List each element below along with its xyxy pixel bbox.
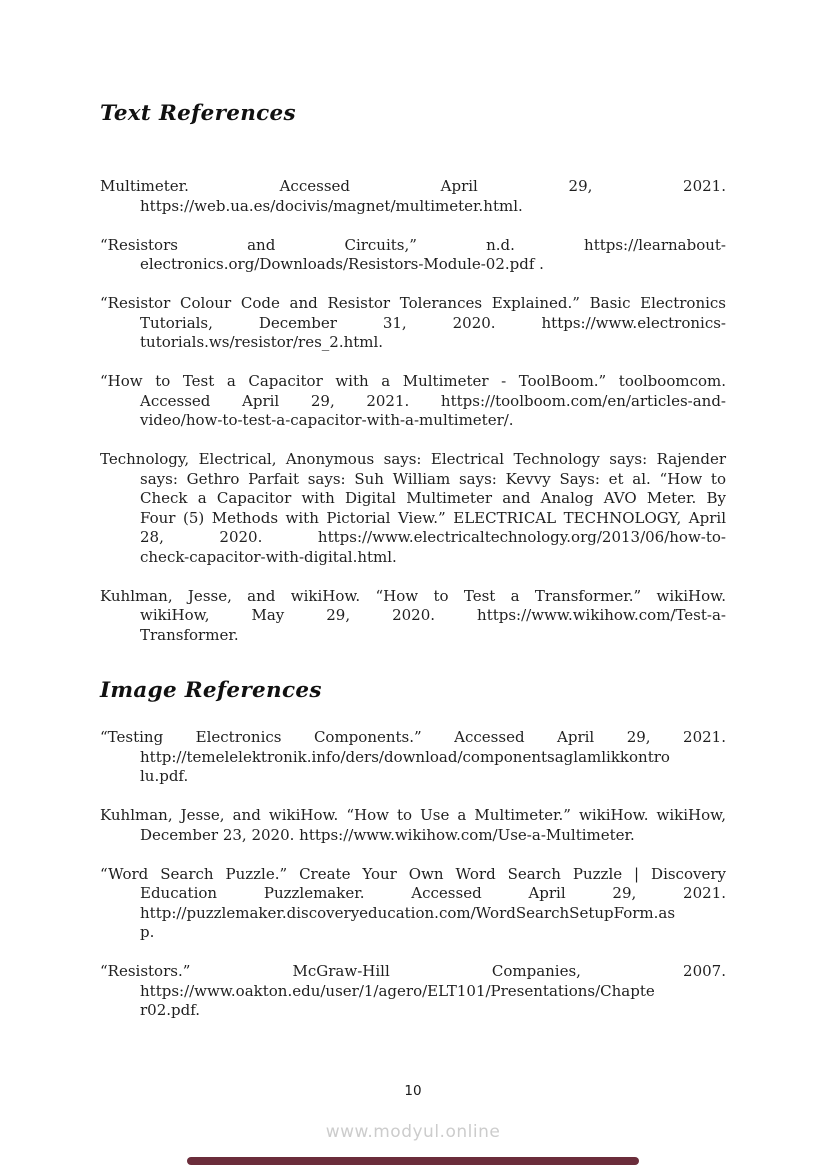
reference-line: says: Gethro Parfait says: Suh William says: Kevvy Says: et al. “How to: [140, 469, 726, 488]
reference-line: video/how-to-test-a-capacitor-with-a-multimeter/.: [140, 411, 514, 429]
reference-entry: [100, 806, 726, 845]
watermark: www.modyul.online: [325, 1122, 501, 1142]
reference-line: “Resistor Colour Code and Resistor Tolerances Explained.” Basic Electronics: [100, 294, 726, 312]
reference-entry: [100, 294, 726, 353]
reference-line: tutorials.ws/resistor/res_2.html.: [140, 333, 384, 351]
image-references-heading: Image References: [100, 678, 322, 703]
reference-line: Kuhlman, Jesse, and wikiHow. “How to Test a Transformer.” wikiHow.: [100, 586, 726, 605]
reference-entry: [100, 177, 726, 216]
reference-line: Kuhlman, Jesse, and wikiHow. “How to Use a Multimeter.” wikiHow. wikiHow,: [100, 806, 726, 824]
text-references-heading: Text References: [100, 101, 296, 126]
image-reference-list: [100, 728, 726, 1021]
reference-line: wikiHow, May 29, 2020. https://www.wikihow.com/Test-a-: [140, 606, 726, 624]
reference-entry: [100, 962, 726, 1021]
reference-entry: [100, 587, 726, 646]
reference-line: Education Puzzlemaker. Accessed April 29, 2021.: [140, 884, 726, 902]
reference-entry: [100, 865, 726, 943]
reference-line: Technology, Electrical, Anonymous says: Electrical Technology says: Rajender: [100, 450, 726, 468]
reference-entry: [100, 450, 726, 567]
reference-line: Tutorials, December 31, 2020. https://www.electronics-: [140, 313, 726, 332]
reference-line: lu.pdf.: [140, 767, 189, 785]
reference-line: http://temelelektronik.info/ders/download/componentsaglamlikkontro: [140, 747, 670, 766]
reference-line: electronics.org/Downloads/Resistors-Module-02.pdf .: [140, 255, 544, 273]
reference-entry: [100, 728, 726, 787]
reference-line: p.: [140, 923, 155, 941]
reference-line: “Testing Electronics Components.” Accessed April 29, 2021.: [100, 728, 726, 746]
reference-line: http://puzzlemaker.discoveryeducation.com/WordSearchSetupForm.as: [140, 903, 676, 922]
reference-line: Accessed April 29, 2021. https://toolboom.com/en/articles-and-: [140, 391, 726, 410]
reference-line: check-capacitor-with-digital.html.: [140, 547, 397, 566]
reference-entry: [100, 236, 726, 275]
reference-line: “How to Test a Capacitor with a Multimeter - ToolBoom.” toolboomcom.: [100, 372, 726, 390]
reference-line: Transformer.: [140, 625, 239, 644]
reference-line: “Word Search Puzzle.” Create Your Own Word Search Puzzle | Discovery: [100, 864, 726, 883]
reference-line: r02.pdf.: [140, 1001, 201, 1019]
reference-line: Check a Capacitor with Digital Multimeter and Analog AVO Meter. By: [140, 489, 726, 507]
reference-line: Multimeter. Accessed April 29, 2021.: [100, 177, 726, 195]
reference-line: 28, 2020. https://www.electricaltechnology.org/2013/06/how-to-: [140, 528, 726, 546]
reference-line: https://www.oakton.edu/user/1/agero/ELT101/Presentations/Chapte: [140, 981, 655, 1000]
reference-line: https://web.ua.es/docivis/magnet/multimeter.html.: [140, 196, 523, 215]
reference-line: December 23, 2020. https://www.wikihow.com/Use-a-Multimeter.: [140, 825, 635, 844]
reference-line: Four (5) Methods with Pictorial View.” ELECTRICAL TECHNOLOGY, April: [140, 508, 726, 527]
reference-line: “Resistors.” McGraw-Hill Companies, 2007.: [100, 962, 726, 980]
reference-line: “Resistors and Circuits,” n.d. https://learnabout-: [100, 235, 726, 254]
footer-bar: [187, 1157, 639, 1165]
text-reference-list: [100, 177, 726, 645]
page-content: [100, 0, 726, 1040]
page-number: 10: [404, 1083, 422, 1099]
reference-entry: [100, 372, 726, 431]
